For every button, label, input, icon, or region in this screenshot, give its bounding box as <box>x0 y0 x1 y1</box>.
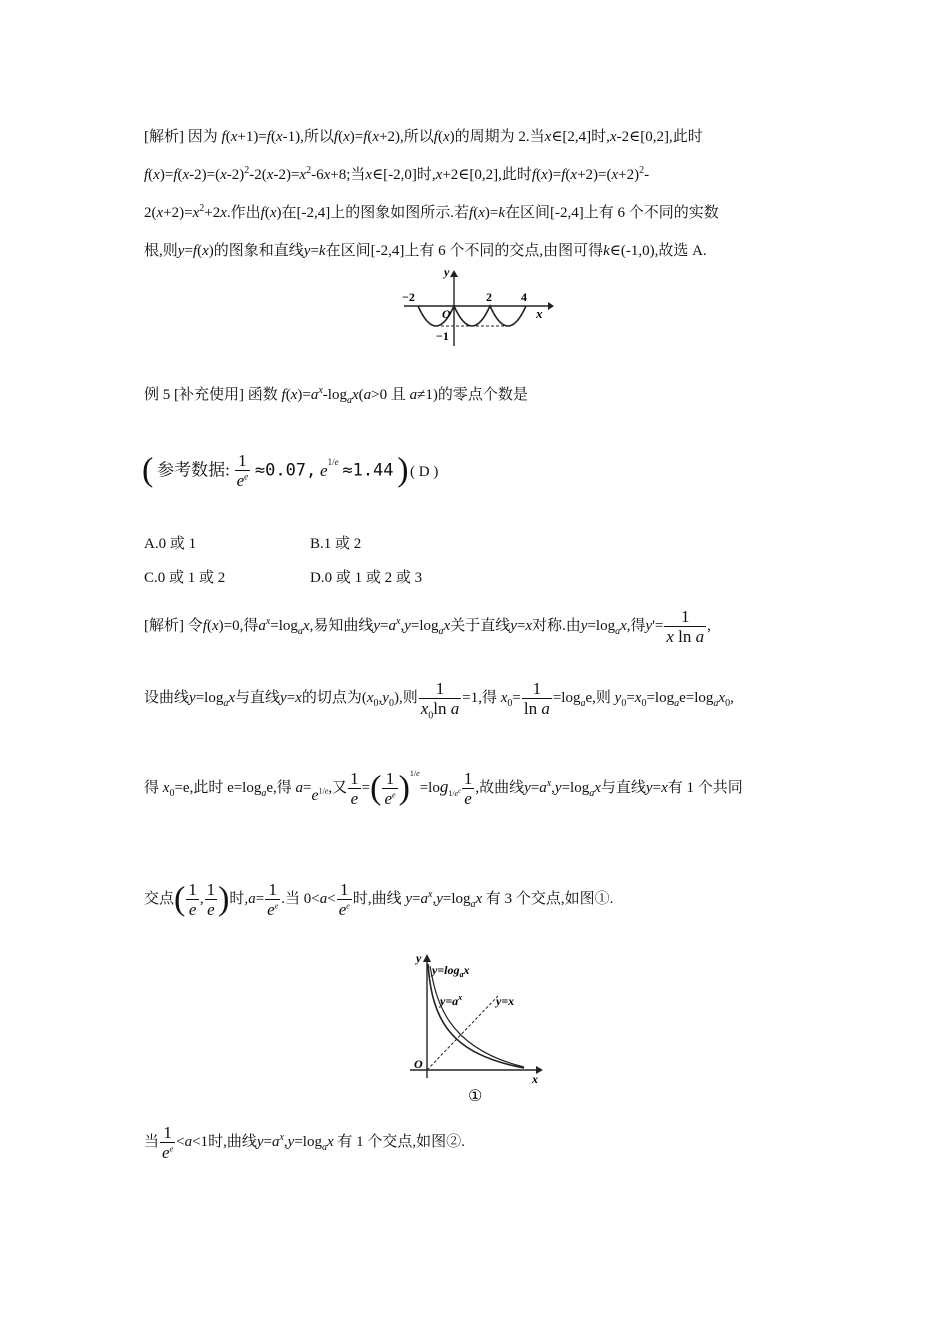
fig1-tick-2: 2 <box>486 290 492 304</box>
sol2-line-4: 交点( $\frac{1}{e}$ , $\frac{1}{e}$ )时,a= $\frac{1}{e^e}$ .当 0<a< $\frac{1}{e^e}$ 时,曲线 $y=a^x,y=\log_ax$ 有 3 个交点,如图①. <box>144 880 614 920</box>
figure-1-curves <box>406 950 546 1105</box>
answer: ( D ) <box>410 464 439 480</box>
sol2-line-5: 当 $\frac{1}{e^e}$ <a<1时,曲线$y=a^x,y=\log_ax$ 有 1 个交点,如图②. <box>144 1123 465 1163</box>
example-5-stem: 例 5 [补充使用] 函数 $f(x)=a^x-\log_ax(a>0$ 且 a≠1)的零点个数是 <box>144 385 528 406</box>
analysis-tag: [解析] <box>144 129 184 145</box>
fig2-origin: O <box>414 1057 423 1071</box>
fig2-x-label: x <box>532 1072 538 1086</box>
sol2-line-2: 设曲线$y=\log_ax$与直线y=x的切点为$(x_0,y_0)$,则 $\frac{1}{x_0\ln a}$ =1,得 $x_0=$ $\frac{1}{\text{ln a}}$ $=\log_ae$,则 $y_0=x_0=\log_ae=\log_ax_0$, <box>144 679 734 722</box>
fig1-tick-neg1: −1 <box>436 329 449 343</box>
fig1-x-label: x <box>536 306 543 321</box>
fig2-log-label: $y=\log_ax$ <box>432 963 470 979</box>
reference-data: ( 参考数据: $\frac{1}{e^e}$ ≈0.07, $e^{1/e} \approx 1.44$ ) <box>142 451 409 491</box>
option-c: C.0 或 1 或 2 <box>144 570 226 586</box>
fig1-y-label: y <box>444 268 450 279</box>
sol2-line-1: [解析] 令f(x)=0,得$a^x=\log_ax$,易知曲线$y=a^x,y=\log_ax$关于直线y=x对称.由$y=\log_ax$,得y'= $\frac{1}{\text{x ln a}}$ , <box>144 607 711 647</box>
fig2-caption: ① <box>468 1088 483 1105</box>
sol1-line-4: 根,则y=f(x)的图象和直线y=k在区间[-2,4]上有 6 个不同的交点,由图可得k∈(-1,0),故选 A. <box>144 243 707 259</box>
fig1-origin: O <box>442 307 451 321</box>
option-b: B.1 或 2 <box>310 536 362 552</box>
fig1-tick-neg2: −2 <box>402 290 415 304</box>
option-d: D.0 或 1 或 2 或 3 <box>310 570 423 586</box>
figure-periodic-parabola <box>398 268 558 350</box>
sol2-line-3: 得 $x_0=e$,此时 $e=\log_ae$,得 $a=e^{1/e}$,又 $\frac{1}{e}$ =( $\frac{1}{e^e}$ )$^{1/e}=\log_{1/e^e}$ $\frac{1}{e}$ ,故曲线$y=a^x,y=\log_ax$与直线y=x有 1 个共同 <box>144 769 743 809</box>
fig2-y-label: y <box>416 951 422 965</box>
sol1-line-2: $f(x)=f(x-2)=(x-2)^2-2(x-2)=x^2-6x+8$;当x∈[-2,0]时,x+2∈[0,2],此时$f(x)=f(x+2)=(x+2)^2-$ <box>144 165 650 183</box>
example-label: 例 5 [补充使用] <box>144 387 244 403</box>
option-a: A.0 或 1 <box>144 536 197 552</box>
fig2-line-label: y=x <box>496 994 515 1008</box>
sol1-line-1: [解析] 因为 f(x+1)=f(x-1),所以f(x)=f(x+2),所以f(x)的周期为 2.当x∈[2,4]时,x-2∈[0,2],此时 <box>144 129 703 145</box>
sol1-line-3: $2(x+2)=x^2+2x$.作出f(x)在[-2,4]上的图象如图所示.若f(x)=k在区间[-2,4]上有 6 个不同的实数 <box>144 203 719 221</box>
fig2-exp-label: $y=a^x$ <box>440 993 463 1008</box>
fig1-tick-4: 4 <box>521 290 527 304</box>
analysis-tag-2: [解析] <box>144 618 184 634</box>
